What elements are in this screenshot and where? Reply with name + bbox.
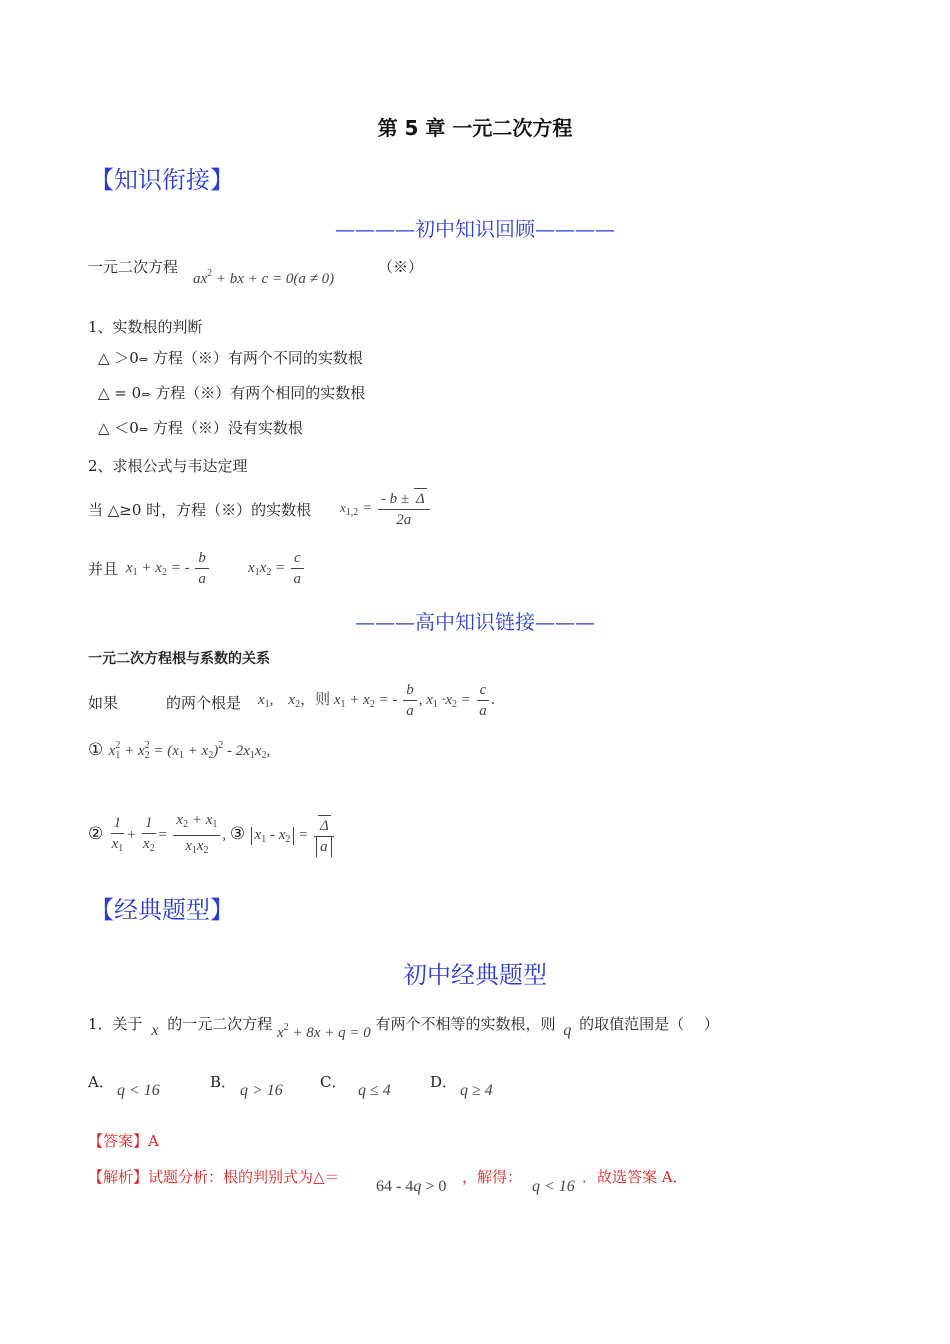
junior-classic-heading: 初中经典题型	[403, 961, 547, 989]
analysis: 【解析】试题分析：根的判别式为△＝	[88, 1168, 340, 1186]
analysis-conclusion: ．故选答案 A．	[582, 1168, 688, 1186]
disc-row-2: △ = 0⇔ 方程（※）有两个相同的实数根	[98, 384, 366, 402]
section-classic-problems: 【经典题型】	[90, 896, 234, 924]
vieta-product: $x_1x_2$ = $\frac{c}{a}$	[248, 548, 306, 589]
equation-mark: （※）	[378, 258, 424, 276]
senior-link-heading: ———高中知识链接———	[355, 610, 595, 634]
option-a: A．	[88, 1073, 114, 1091]
vieta-statement: 如果 的两个根是	[88, 694, 242, 712]
option-c: C．	[320, 1073, 347, 1091]
identity-2-3: ② $\frac{1}{x_1}$ + $\frac{1}{x_2}$ = $\frac{x_2 + x_1}{x_1x_2}$ , ③ $x_1 - x_2$ = $\frac{\Delta}{a}$	[88, 810, 336, 861]
option-b-expr: q > 16	[240, 1082, 283, 1099]
analysis-result: q < 16	[532, 1178, 575, 1195]
page-title: 第 5 章 一元二次方程	[377, 116, 573, 140]
root-formula-text: 当 △≥0 时，方程（※）的实数根	[88, 501, 312, 519]
equation-intro	[88, 256, 178, 277]
analysis-discriminant: 64 - 4q > 0	[376, 1178, 447, 1195]
vieta-general: $x_1$, $x_2$，则 $x_1 + x_2$ = - $\frac{b}{a}$ , $x_1 \cdot x_2$ = $\frac{c}{a}$ .	[258, 682, 496, 719]
option-a-expr: q < 16	[117, 1082, 160, 1099]
root-formula: $x_{1,2}$ = $\frac{- b \pm \Delta}{2a}$	[340, 488, 432, 530]
option-c-expr: q ≤ 4	[358, 1082, 391, 1099]
part2-heading: 2、求根公式与韦达定理	[88, 457, 248, 475]
answer: 【答案】A	[88, 1132, 159, 1150]
identity-1: ① $x_1^2 + x_2^2 = (x_1 + x_2)^2 - 2x_1x_2$,	[88, 740, 271, 761]
option-b: B．	[210, 1073, 237, 1091]
part1-heading: 1、实数根的判断	[88, 318, 203, 336]
disc-row-3: △ ＜0⇔ 方程（※）没有实数根	[98, 419, 303, 437]
option-d: D．	[430, 1073, 458, 1091]
senior-subheading: 一元二次方程根与系数的关系	[88, 651, 270, 667]
junior-review-heading: ————初中知识回顾————	[335, 217, 615, 241]
disc-row-1: △ ＞0⇔ 方程（※）有两个不同的实数根	[98, 349, 363, 367]
equation-main: $ax^2$ + bx + c = 0(a ≠ 0)	[193, 268, 335, 287]
question-1: 1．关于 x 的一元二次方程 $x^2 + 8x + q = 0$ 有两个不相等的实数根，则 q 的取值范围是（ ）	[88, 1015, 719, 1041]
option-d-expr: q ≥ 4	[460, 1082, 493, 1099]
analysis-solve: ，解得：	[462, 1168, 523, 1186]
analysis-label: 【解析】	[88, 1168, 149, 1186]
also-label: 并且	[88, 560, 119, 578]
section-knowledge-link: 【知识衔接】	[90, 166, 234, 194]
vieta-sum: $x_1 + x_2$ = - $\frac{b}{a}$	[126, 548, 211, 589]
equation-intro-label: 一元二次方程	[88, 258, 179, 276]
